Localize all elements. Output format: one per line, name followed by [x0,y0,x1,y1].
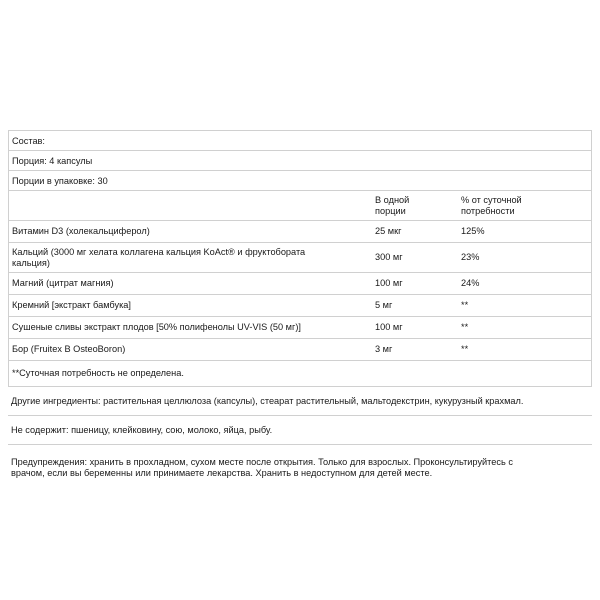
supplement-facts-sheet [8,130,592,479]
header-amount-cell [375,195,461,217]
nutrient-dv: ** [461,322,469,332]
header-dv-line1: % от суточной [461,194,522,205]
nutrient-name-line2: кальция) [12,257,50,268]
table-header-row [9,191,591,221]
does-not-contain: Не содержит: пшеницу, клейковину, сою, молоко, яйца, рыбу. [11,425,273,435]
servings-per-pack: Порции в упаковке: 30 [12,176,108,186]
nutrient-dv: ** [461,344,469,354]
nutrient-name [12,247,375,269]
header-dv-cell [461,195,581,217]
nutrient-name: Магний (цитрат магния) [12,278,114,288]
nutrient-name-line1: Кальций (3000 мг хелата коллагена кальция KoAct® и фруктобората [12,246,306,257]
composition-title-row [9,131,591,151]
serving-size: Порция: 4 капсулы [12,156,93,166]
nutrient-amount: 100 мг [375,278,403,288]
header-dv-line2: потребности [461,205,515,216]
header-amount-line1: В одной [375,194,410,205]
nutrient-row [9,221,591,243]
nutrient-row [9,339,591,361]
header-amount-line2: порции [375,205,406,216]
warnings-line1: Предупреждения: хранить в прохладном, сухом месте после открытия. Только для взрослых. Проконсультируйтесь с [11,457,513,467]
nutrient-amount: 300 мг [375,252,403,262]
nutrient-row [9,243,591,273]
footnote-row [9,361,591,386]
nutrient-dv: ** [461,300,469,310]
nutrient-row [9,273,591,295]
composition-title: Состав: [12,136,45,146]
supplement-facts-panel [8,130,592,387]
servings-per-pack-row [9,171,591,191]
footnote: **Суточная потребность не определена. [12,368,184,378]
nutrient-amount: 3 мг [375,344,393,354]
nutrient-name: Сушеные сливы экстракт плодов [50% полифенолы UV-VIS (50 мг)] [12,322,301,332]
nutrient-amount: 25 мкг [375,226,402,236]
warnings [8,457,592,479]
nutrient-dv: 125% [461,226,485,236]
nutrient-name: Кремний [экстракт бамбука] [12,300,131,310]
other-ingredients: Другие ингредиенты: растительная целлюлоза (капсулы), стеарат растительный, мальтодекстрин, кукурузный крахмал. [11,396,524,406]
nutrient-dv: 23% [461,252,480,262]
nutrient-name: Витамин D3 (холекальциферол) [12,226,150,236]
nutrient-row [9,317,591,339]
nutrient-amount: 100 мг [375,322,403,332]
nutrient-row [9,295,591,317]
nutrient-name: Бор (Fruitex B OsteoBoron) [12,344,126,354]
serving-size-row [9,151,591,171]
nutrient-amount: 5 мг [375,300,393,310]
warnings-line2: врачом, если вы беременны или принимаете лекарства. Хранить в недоступном для детей месте. [11,468,433,478]
divider [8,444,592,445]
nutrient-dv: 24% [461,278,480,288]
divider [8,415,592,416]
